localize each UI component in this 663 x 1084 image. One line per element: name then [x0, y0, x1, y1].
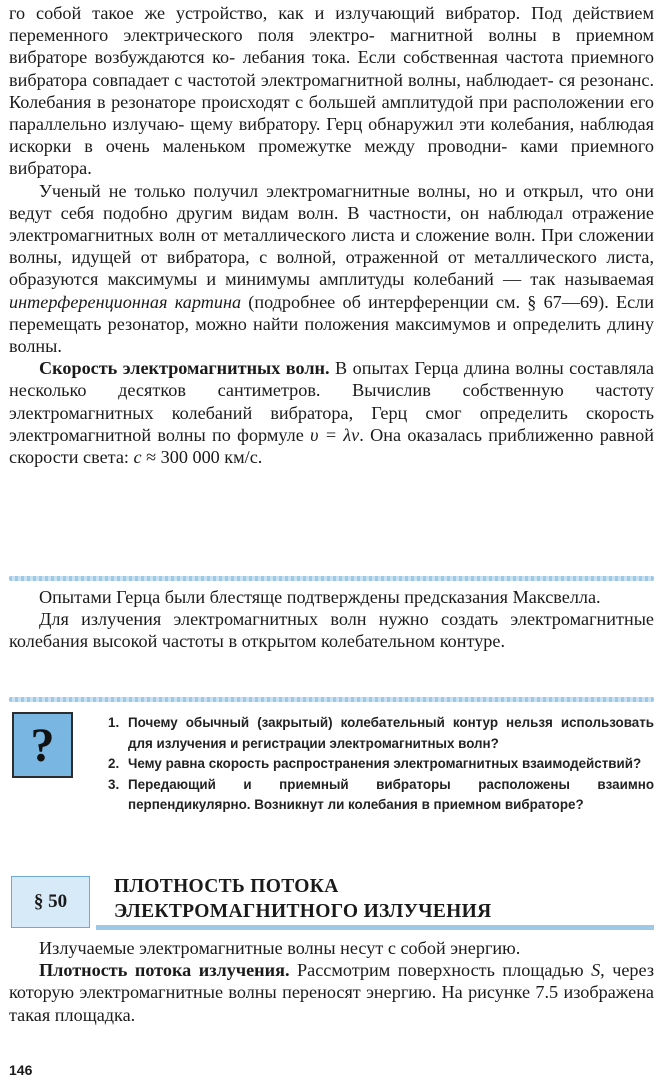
text-block-top: [9, 2, 654, 468]
term-interference-pattern: интерференционная картина: [9, 291, 242, 312]
paragraph-maxwell: Опытами Герца были блестяще подтверждены предсказания Максвелла.: [39, 587, 601, 607]
text-block-section: [9, 937, 654, 1026]
divider-wavy: [9, 697, 654, 702]
area-symbol: S: [591, 960, 601, 981]
paragraph-open-circuit: Для излучения электромагнитных волн нужно создать электромагнитные колебания высокой частоты в открытом колебательном контуре.: [9, 609, 654, 652]
text-block-summary: [9, 586, 654, 653]
section-title: ПЛОТНОСТЬ ПОТОКА ЭЛЕКТРОМАГНИТНОГО ИЗЛУЧЕНИЯ: [114, 876, 492, 922]
paragraph-interference: Ученый не только получил электромагнитные волны, но и открыл, что они ведут себя подобно другим видам волн. В частности, он наблюдал отражение электромагнитных волн от металлического листа и сложение волн. При сложении волны, идущей от вибратора, с волной, отраженной от металлического листа, образуются максимумы и минимумы амплитуды колебаний — так называемая интерференционная картина (подробнее об интерференции см. § 67—69). Если перемещать резонатор, можно найти положения максимумов и определить длину волны.: [9, 180, 654, 357]
question-item: 3. Передающий и приемный вибраторы расположены взаимно перпендикулярно. Возникнут ли колебания в приемном вибраторе?: [108, 776, 654, 812]
review-questions: [108, 713, 654, 816]
section-title-underline: [96, 925, 654, 930]
subheading-flux-density: Плотность потока излучения.: [39, 960, 290, 981]
question-item: 2. Чему равна скорость распространения электромагнитных взаимодействий?: [108, 756, 642, 771]
speed-of-light-symbol: c: [133, 447, 142, 468]
divider-wavy: [9, 576, 654, 581]
subheading-wave-speed: Скорость электромагнитных волн.: [39, 358, 330, 379]
section-number-badge: § 50: [11, 876, 90, 928]
paragraph-resonance: го собой такое же устройство, как и излучающий вибратор. Под действием переменного электрического поля электро- магнитной волны в приемном вибраторе возбуждаются ко- лебания тока. Если собственная частота приемного вибратора совпадает с частотой электромагнитной волны, наблюдает- ся резонанс. Колебания в резонаторе происходят с большей амплитудой при расположении его параллельно излучаю- щему вибратору. Герц обнаружил эти колебания, наблюдая искорки в очень маленьком промежутке между проводни- ками приемного вибратора.: [9, 3, 655, 179]
paragraph-wave-speed: Скорость электромагнитных волн. В опытах Герца длина волны составляла несколько десятков сантиметров. Вычислив собственную частоту электромагнитных колебаний вибратора, Герц смог определить скорость электромагнитной волны по формуле υ = λν. Она оказалась приближенно равной скорости света: c ≈ 300 000 км/с.: [9, 358, 655, 468]
question-mark-icon: ?: [12, 712, 73, 778]
page-number: 146: [9, 1062, 33, 1078]
paragraph-energy: Излучаемые электромагнитные волны несут с собой энергию.: [39, 938, 521, 958]
paragraph-flux-density: Плотность потока излучения. Рассмотрим поверхность площадью S, через которую электромагнитные волны переносят энергию. На рисунке 7.5 изображена такая площадка.: [9, 960, 655, 1025]
formula-wave-speed: υ = λν: [310, 424, 360, 445]
question-item: 1. Почему обычный (закрытый) колебательный контур нельзя использовать для излучения и регистрации электромагнитных волн?: [108, 715, 654, 751]
